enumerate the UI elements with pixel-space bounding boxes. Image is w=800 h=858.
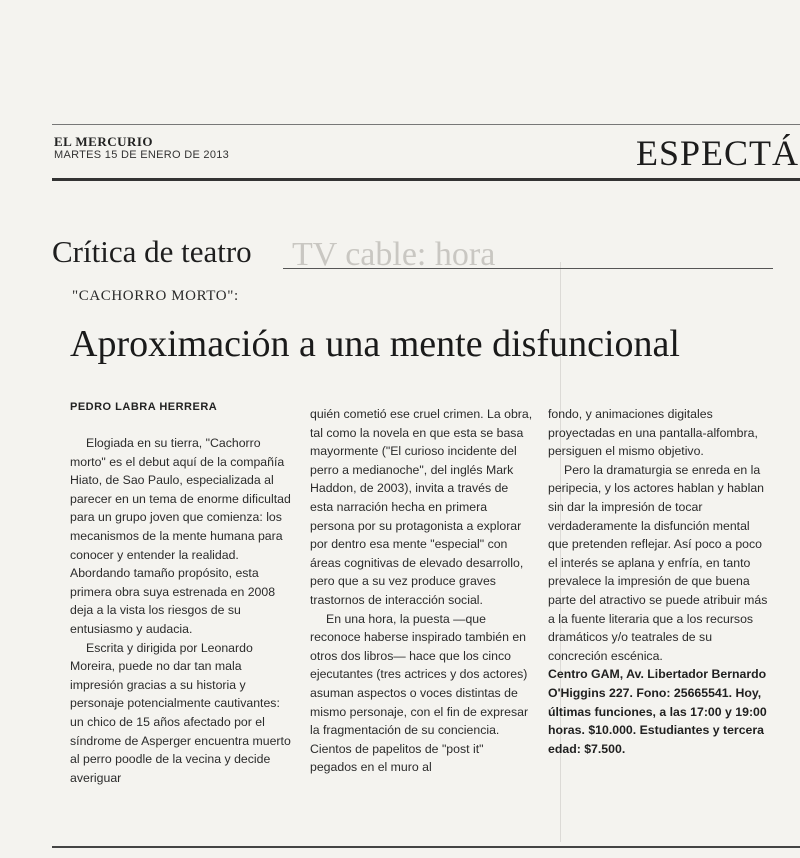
paragraph: quién cometió ese cruel crimen. La obra, tal como la novela en que esta se basa mayormente ("El curioso incidente del perro a medianoche", del inglés Mark Haddon, de 2003), invita a través de esta narración hecha en primera persona por su protagonista a explorar por dentro esa mente "especial" con áreas cognitivas de elevado desarrollo, pero que a su vez produce graves trastornos de interacción social.: [310, 407, 533, 607]
paragraph: fondo, y animaciones digitales proyectadas en una pantalla-alfombra, persiguen el mismo objetivo.: [548, 407, 758, 459]
kicker-rule: [283, 268, 773, 269]
article-column-3: [548, 405, 770, 758]
article-column-2: [310, 405, 534, 777]
paper-name: EL MERCURIO: [54, 134, 154, 149]
paper-date: MARTES 15 DE ENERO DE 2013: [54, 149, 230, 161]
masthead-top-rule: [52, 124, 800, 125]
section-kicker: Crítica de teatro: [52, 234, 252, 269]
paragraph: Escrita y dirigida por Leonardo Moreira, puede no dar tan mala impresión gracias a su historia y personaje potencialmente cautivantes: un chico de 15 años afectado por el síndrome de Asperger encuentra muerto al perro poodle de la vecina y decide averiguar: [70, 640, 291, 785]
article-headline: Aproximación a una mente disfuncional: [70, 323, 680, 365]
article-column-1: [70, 434, 294, 787]
paragraph: Elogiada en su tierra, "Cachorro morto" es el debut aquí de la compañía Hiato, de Sao Paulo, especializada al parecer en un tema de enorme dificultad para un grupo joven que comienza: los mecanismos de la mente humana para conocer y entender la realidad. Abordando tamaño propósito, esta primera obra suya estrenada en 2008 deja a la vista los riesgos de su entusiasmo y audacia.: [70, 436, 291, 636]
page-bottom-rule: [52, 846, 800, 848]
bleed-through-text: TV cable: hora: [292, 236, 496, 273]
article-byline: PEDRO LABRA HERRERA: [70, 401, 218, 413]
masthead-bottom-rule: [52, 178, 800, 181]
paragraph: Pero la dramaturgia se enreda en la peripecia, y los actores hablan y hablan sin dar la impresión de tocar verdaderamente la disfunción mental que pretenden reflejar. Así poco a poco el interés se aplana y enfría, en tanto prevalece la impresión de que buena parte del atractivo se puede atribuir más a la fuente literaria que a los recursos dramáticos y/o teatrales de su concreción escénica.: [548, 462, 768, 663]
paragraph: En una hora, la puesta —que reconoce haberse inspirado también en otros dos libros— hace que los cinco ejecutantes (tres actrices y dos actores) asuman aspectos o voces distintas de mismo personaje, con el fin de expresar la fragmentación de su conciencia. Cientos de papelitos de "post it" pegados en el muro al: [310, 611, 529, 775]
performance-info: Centro GAM, Av. Libertador Bernardo O'Higgins 227. Fono: 25665541. Hoy, últimas funciones, a las 17:00 y 19:00 horas. $10.000. Estudiantes y tercera edad: $7.500.: [548, 667, 767, 756]
article-overline: "CACHORRO MORTO":: [72, 288, 239, 304]
section-name: ESPECTÁ: [636, 133, 800, 173]
